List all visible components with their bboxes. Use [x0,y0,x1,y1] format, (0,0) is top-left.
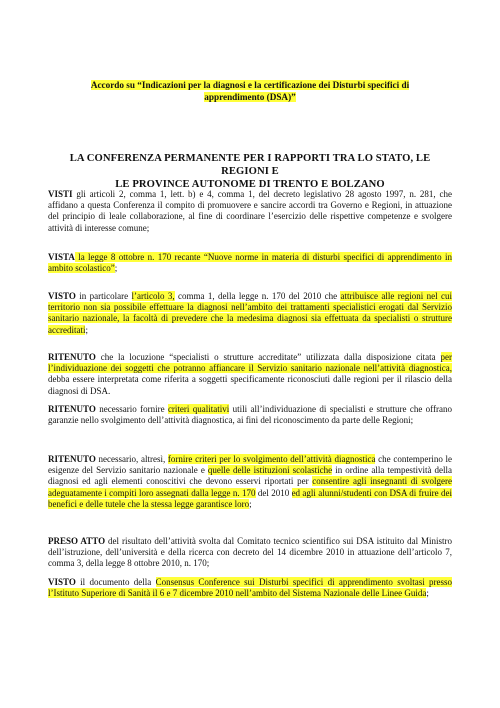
highlighted-text: per l’individuazione dei soggetti che potranno affiancare il Servizio sanitario nazionale nell’attività diagnostica, [48,352,452,374]
paragraph-lead-word: VISTO [48,577,76,587]
paragraph-text: del 2010 [255,487,292,498]
paragraph-lead-word: VISTO [48,291,76,301]
paragraph-visti [48,189,452,234]
paragraph-text: utili all’individuazione di specialisti e strutture che offrano garanzie nello svolgimento dell’attività diagnostica, ai fini del riconoscimento da parte delle Regioni; [48,404,453,426]
paragraph-vista-legge [48,252,452,274]
conference-heading-line-2: LE PROVINCE AUTONOME DI TRENTO E BOLZANO [115,179,385,190]
highlighted-text: la legge 8 ottobre n. 170 recante “Nuove norme in materia di disturbi specifici di apprendimento in ambito scolastico” [48,252,452,274]
highlighted-text: attribuisce alle regioni nel cui territorio non sia possibile effettuare la diagnosi nell’ambito dei trattamenti specialistici erogati dal Servizio sanitario nazionale, la facoltà di prevedere che la medesima diagnosi sia effettuata da specialisti o strutture accreditati [48,291,452,335]
paragraph-lead-word: PRESO ATTO [48,536,106,546]
paragraph-text: gli articoli 2, comma 1, lett. b) e 4, comma 1, del decreto legislativo 28 agosto 1997, n. 281, che affidano a questa Conferenza il compito di promuovere e sancire accordi tra Governo e Regioni, in attuazione del principio di leale collaborazione, al fine di coordinare l’esercizio delle rispettive competenze e svolgere attività di interesse comune; [48,189,452,233]
paragraph-text: debba essere interpretata come riferita a soggetti specificamente riconosciuti dalle regioni per il rilascio della diagnosi di DSA. [48,374,452,396]
paragraph-text: che contemperino le esigenze del Servizio sanitario nazionale e [48,454,452,476]
paragraph-lead-word: RITENUTO [48,352,96,362]
paragraph-text: ; [85,324,88,335]
paragraph-lead-word: RITENUTO [48,404,96,414]
highlighted-text: fornire criteri per lo svolgimento dell’attività diagnostica [167,454,376,464]
paragraph-ritenuto-criteri-diagnostica [48,454,452,510]
document-title-text: Accordo su “Indicazioni per la diagnosi e la certificazione dei Disturbi specifici di apprendimento (DSA)” [90,80,410,102]
highlighted-text: criteri qualitativi [167,404,230,414]
paragraph-text: necessario, altresì, [95,454,168,464]
paragraph-lead-word: VISTA [48,252,75,262]
conference-heading-line-1: LA CONFERENZA PERMANENTE PER I RAPPORTI TRA LO STATO, LE REGIONI E [69,153,431,177]
paragraph-text: ; [426,588,429,599]
paragraph-text: che la locuzione “specialisti o strutture accreditate” utilizzata dalla disposizione citata [95,352,441,362]
paragraph-text: del risultato dell’attività svolta dal Comitato tecnico scientifico sui DSA istituito dal Ministro dell’istruzione, dell’università e della ricerca con decreto del 14 dicembre 2010 in attuazione dell’articolo 7, comma 3, della legge 8 ottobre 2010, n. 170; [48,536,453,569]
paragraph-text: in particolare [75,291,132,301]
paragraph-ritenuto-criteri-qualitativi [48,404,452,426]
paragraph-preso-atto [48,536,452,570]
paragraph-visto-consensus [48,577,452,599]
paragraph-text: comma 1, della legge n. 170 del 2010 che [174,291,341,301]
paragraph-lead-word: VISTI [48,189,73,199]
paragraph-text: necessario fornire [95,404,168,414]
highlighted-text: Consensus Conference sui Disturbi specifici di apprendimento svoltasi presso l’Istituto Superiore di Sanità il 6 e 7 dicembre 2010 nell’ambito del Sistema Nazionale delle Linee Guida [48,577,452,599]
paragraph-ritenuto-locuzione [48,352,452,397]
paragraph-text: il documento della [75,577,156,587]
paragraph-text: in ordine alla tempestività della diagnosi ed agli elementi conoscitivi che devono esservi riportati per [48,465,453,487]
paragraph-lead-word: RITENUTO [48,454,96,464]
highlighted-text: ed agli alunni/studenti con DSA di fruire dei benefici e delle tutele che la stessa legge garantisce loro [48,487,452,509]
highlighted-text: quelle delle istituzioni scolastiche [207,465,333,476]
paragraph-text: ; [114,263,118,274]
paragraph-text: ; [249,498,252,509]
conference-heading [48,152,452,191]
highlighted-text: l’articolo 3, [131,291,175,301]
paragraph-visto-articolo [48,291,452,336]
document-title [70,79,430,103]
highlighted-text: consentire agli insegnanti di svolgere adeguatamente i compiti loro assegnati dalla legge n. 170 [48,476,452,498]
